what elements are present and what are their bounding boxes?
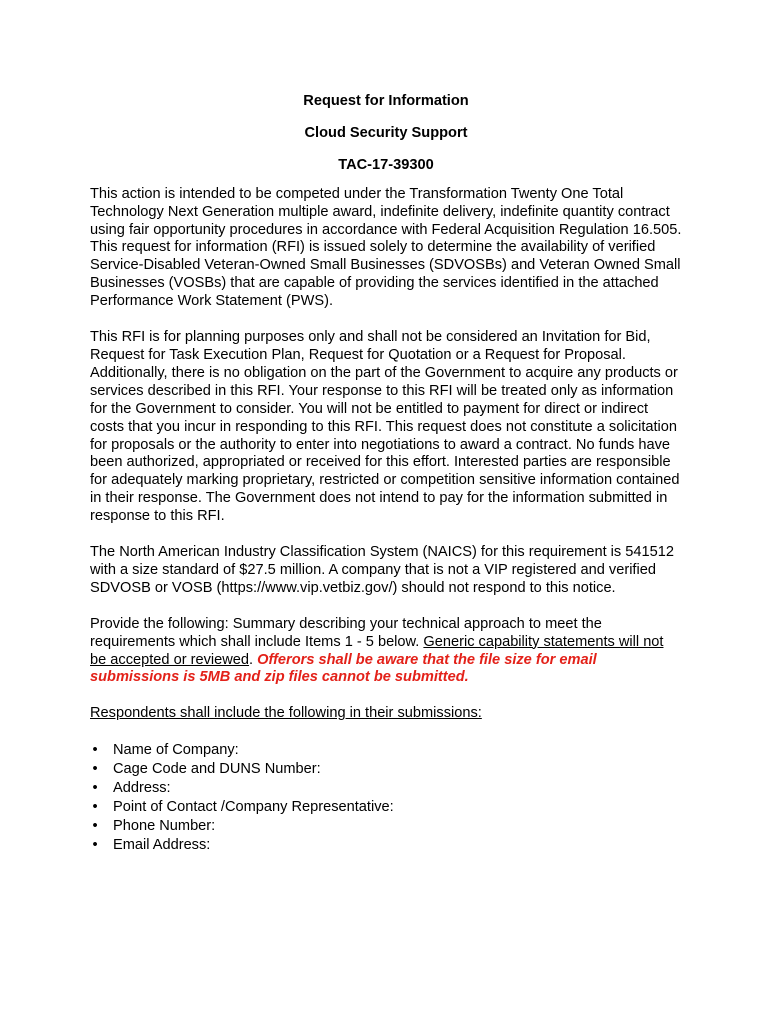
bullet-icon: • (92, 780, 98, 797)
list-item-text: Cage Code and DUNS Number: (113, 761, 321, 778)
bullet-icon: • (92, 818, 98, 835)
file-size-warning: Offerors shall be aware that the file size for email submissions is 5MB and zip files cannot be submitted. (90, 651, 597, 686)
bullet-icon: • (92, 799, 98, 816)
list-item (90, 836, 682, 855)
list-item-text: Address: (113, 780, 171, 797)
list-item-text: Point of Contact /Company Representative: (113, 799, 394, 816)
document-subtitle: Cloud Security Support (304, 124, 468, 141)
generic-capability-notice: Generic capability statements will not be accepted or reviewed (90, 633, 664, 668)
list-item-text: Name of Company: (113, 742, 239, 759)
list-item (90, 779, 682, 798)
notice-period: . (249, 651, 258, 668)
list-item (90, 760, 682, 779)
document-number: TAC-17-39300 (338, 156, 434, 173)
provide-intro-text: Provide the following: Summary describing your technical approach to meet the requirements which shall include Items 1 - 5 below. (90, 615, 602, 650)
paragraph-provide-following (90, 616, 682, 688)
document-title: Request for Information (303, 93, 469, 109)
paragraph-planning-purposes: This RFI is for planning purposes only and shall not be considered an Invitation for Bid, Request for Task Execution Plan, Request for Quotation or a Request for Proposal. Additionally, there is no obligation on the part of the Government to acquire any products or services described in this RFI. Your response to this RFI will be treated only as information for the Government to consider. You will not be entitled to payment for direct or indirect costs that you incur in responding to this RFI. This request does not constitute a solicitation for proposals or the authority to enter into negotiations to award a contract. No funds have been authorized, appropriated or received for this effort. Interested parties are responsible for adequately marking proprietary, restricted or competition sensitive information contained in their response. The Government does not intend to pay for the information submitted in response to this RFI. (90, 329, 680, 525)
bullet-icon: • (92, 742, 98, 759)
paragraph-competition: This action is intended to be competed under the Transformation Twenty One Total Technology Next Generation multiple award, indefinite delivery, indefinite quantity contract using fair opportunity procedures in accordance with Federal Acquisition Regulation 16.505. This request for information (RFI) is issued solely to determine the availability of verified Service-Disabled Veteran-Owned Small Businesses (SDVOSBs) and Veteran Owned Small Businesses (VOSBs) that are capable of providing the services identified in the attached Performance Work Statement (PWS). (90, 185, 682, 310)
list-item-text: Phone Number: (113, 818, 216, 835)
list-heading: Respondents shall include the following in their submissions: (90, 705, 482, 722)
paragraph-naics: The North American Industry Classification System (NAICS) for this requirement is 541512 with a size standard of $27.5 million. A company that is not a VIP registered and verified SDVOSB or VOSB (https://www.vip.vetbiz.gov/) should not respond to this notice. (90, 544, 674, 596)
list-item (90, 817, 682, 836)
bullet-icon: • (92, 761, 98, 778)
bullet-icon: • (92, 837, 98, 854)
list-item (90, 741, 682, 760)
list-item (90, 798, 682, 817)
document-page (90, 93, 682, 855)
submission-items-list (90, 741, 682, 855)
list-item-text: Email Address: (113, 837, 211, 854)
